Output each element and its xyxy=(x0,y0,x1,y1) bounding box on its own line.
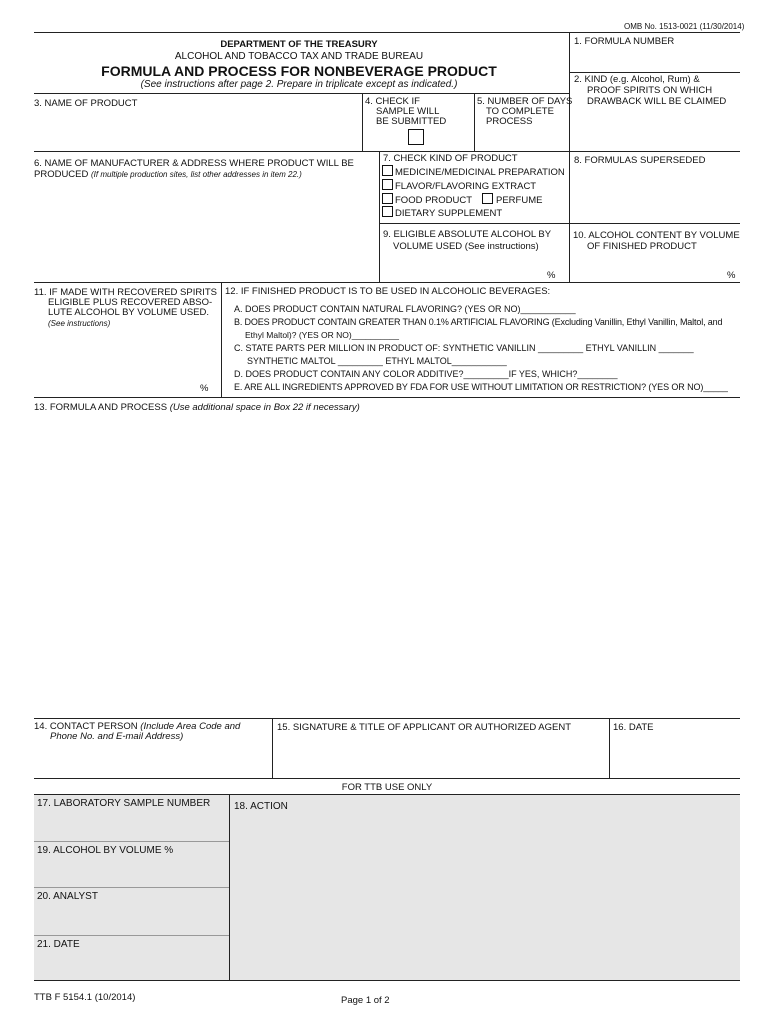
product-kind-label: 7. CHECK KIND OF PRODUCT xyxy=(383,153,518,164)
dietary-supplement-option-label: DIETARY SUPPLEMENT xyxy=(395,208,503,219)
manufacturer-label-line2: PRODUCED xyxy=(34,169,89,180)
date-field[interactable] xyxy=(611,736,739,776)
ttb-alcohol-by-volume-label: 19. ALCOHOL BY VOLUME % xyxy=(37,845,174,856)
natural-flavoring-question[interactable]: A. DOES PRODUCT CONTAIN NATURAL FLAVORING? (YES OR NO)___________ xyxy=(234,304,576,314)
eligible-alcohol-label-line1: 9. ELIGIBLE ABSOLUTE ALCOHOL BY xyxy=(383,229,552,240)
dietary-supplement-checkbox[interactable] xyxy=(382,206,393,217)
formula-process-field[interactable] xyxy=(34,416,740,716)
artificial-flavoring-question[interactable]: B. DOES PRODUCT CONTAIN GREATER THAN 0.1% ARTIFICIAL FLAVORING (Excluding Vanillin, Ethyl Vanillin, Maltol, and xyxy=(234,317,723,327)
kind-label-line3: DRAWBACK WILL BE CLAIMED xyxy=(587,96,727,107)
fda-approval-question[interactable]: E. ARE ALL INGREDIENTS APPROVED BY FDA FOR USE WITHOUT LIMITATION OR RESTRICTION? (YES OR NO)_____ xyxy=(234,382,728,392)
manufacturer-note: (If multiple production sites, list other addresses in item 22.) xyxy=(91,170,302,179)
medicine-option-label: MEDICINE/MEDICINAL PREPARATION xyxy=(395,167,565,178)
food-product-option-label: FOOD PRODUCT xyxy=(395,195,473,206)
manufacturer-address-field[interactable] xyxy=(34,182,378,280)
formula-process-note: (Use additional space in Box 22 if necessary) xyxy=(169,402,360,413)
manufacturer-label-line1: 6. NAME OF MANUFACTURER & ADDRESS WHERE PRODUCT WILL BE xyxy=(34,158,354,169)
page-number: Page 1 of 2 xyxy=(341,995,390,1006)
recovered-spirits-label-line2: ELIGIBLE PLUS RECOVERED ABSO- xyxy=(48,297,213,308)
food-product-checkbox[interactable] xyxy=(382,193,393,204)
ttb-date-label: 21. DATE xyxy=(37,939,80,950)
action-label: 18. ACTION xyxy=(234,801,288,812)
recovered-spirits-field[interactable] xyxy=(34,332,194,392)
recovered-spirits-percent: % xyxy=(200,383,209,394)
alcoholic-beverages-label: 12. IF FINISHED PRODUCT IS TO BE USED IN ALCOHOLIC BEVERAGES: xyxy=(225,286,551,297)
omb-number: OMB No. 1513-0021 (11/30/2014) xyxy=(624,22,745,31)
form-title: FORMULA AND PROCESS FOR NONBEVERAGE PRODUCT xyxy=(101,63,497,79)
days-label-line3: PROCESS xyxy=(486,116,533,127)
contact-person-note-line2: Phone No. and E-mail Address) xyxy=(50,731,184,742)
recovered-spirits-label-line1: 11. IF MADE WITH RECOVERED SPIRITS xyxy=(34,287,217,298)
sample-check-label-line3: BE SUBMITTED xyxy=(376,116,447,127)
perfume-option-label: PERFUME xyxy=(496,195,543,206)
contact-person-note: (Include Area Code and xyxy=(140,721,241,732)
sample-submitted-checkbox[interactable] xyxy=(408,129,424,145)
artificial-flavoring-question-cont[interactable]: Ethyl Maltol)? (YES OR NO)__________ xyxy=(245,330,400,340)
perfume-checkbox[interactable] xyxy=(482,193,493,204)
form-id: TTB F 5154.1 (10/2014) xyxy=(34,992,136,1003)
flavor-option-label: FLAVOR/FLAVORING EXTRACT xyxy=(395,181,537,192)
days-field[interactable] xyxy=(476,128,568,150)
flavor-checkbox[interactable] xyxy=(382,179,393,190)
medicine-checkbox[interactable] xyxy=(382,165,393,176)
kind-field[interactable] xyxy=(570,108,740,150)
contact-person-field[interactable] xyxy=(34,744,270,776)
eligible-alcohol-label-line2: VOLUME USED (See instructions) xyxy=(393,241,539,252)
parts-per-million-question[interactable]: C. STATE PARTS PER MILLION IN PRODUCT OF: SYNTHETIC VANILLIN _________ ETHYL VANILLIN _______ xyxy=(234,343,694,353)
date-label: 16. DATE xyxy=(613,722,654,733)
top-rule xyxy=(34,32,740,33)
sample-check-label-line2: SAMPLE WILL xyxy=(376,106,440,117)
days-label-line1: 5. NUMBER OF DAYS xyxy=(477,96,573,107)
kind-label-line1: 2. KIND (e.g. Alcohol, Rum) & xyxy=(574,74,700,85)
manufacturer-label xyxy=(34,169,302,181)
analyst-label: 20. ANALYST xyxy=(37,891,98,902)
form-instructions: (See instructions after page 2. Prepare in triplicate except as indicated.) xyxy=(140,79,458,90)
signature-label: 15. SIGNATURE & TITLE OF APPLICANT OR AUTHORIZED AGENT xyxy=(277,722,572,733)
color-additive-question[interactable]: D. DOES PRODUCT CONTAIN ANY COLOR ADDITIVE?_________IF YES, WHICH?________ xyxy=(234,369,618,379)
formula-process-label xyxy=(34,402,360,414)
eligible-alcohol-percent: % xyxy=(547,270,556,281)
recovered-spirits-note: (See instructions) xyxy=(48,319,111,328)
formula-process-title: 13. FORMULA AND PROCESS xyxy=(34,402,168,413)
alcohol-content-label-line1: 10. ALCOHOL CONTENT BY VOLUME xyxy=(573,230,740,241)
ttb-use-only-label: FOR TTB USE ONLY xyxy=(341,782,433,793)
days-label-line2: TO COMPLETE xyxy=(486,106,554,117)
formulas-superseded-field[interactable] xyxy=(570,167,740,222)
department-name: DEPARTMENT OF THE TREASURY xyxy=(220,39,378,50)
product-name-field[interactable] xyxy=(34,110,361,150)
eligible-alcohol-field[interactable] xyxy=(381,254,541,280)
lab-sample-number-label: 17. LABORATORY SAMPLE NUMBER xyxy=(37,798,211,809)
sample-check-label-line1: 4. CHECK IF xyxy=(365,96,420,107)
formula-number-label: 1. FORMULA NUMBER xyxy=(574,36,675,47)
product-name-label: 3. NAME OF PRODUCT xyxy=(34,98,138,109)
formula-number-field[interactable] xyxy=(570,46,740,71)
alcohol-content-percent: % xyxy=(727,270,736,281)
kind-label-line2: PROOF SPIRITS ON WHICH xyxy=(587,85,713,96)
recovered-spirits-label-line3: LUTE ALCOHOL BY VOLUME USED. xyxy=(48,307,210,318)
parts-per-million-question-cont[interactable]: SYNTHETIC MALTOL _________ ETHYL MALTOL___________ xyxy=(247,356,507,366)
formulas-superseded-label: 8. FORMULAS SUPERSEDED xyxy=(574,155,706,166)
alcohol-content-label-line2: OF FINISHED PRODUCT xyxy=(587,241,697,252)
contact-person-title: 14. CONTACT PERSON xyxy=(34,721,138,732)
signature-field[interactable] xyxy=(275,736,607,776)
bureau-name: ALCOHOL AND TOBACCO TAX AND TRADE BUREAU xyxy=(174,51,424,62)
alcohol-content-field[interactable] xyxy=(571,254,721,280)
